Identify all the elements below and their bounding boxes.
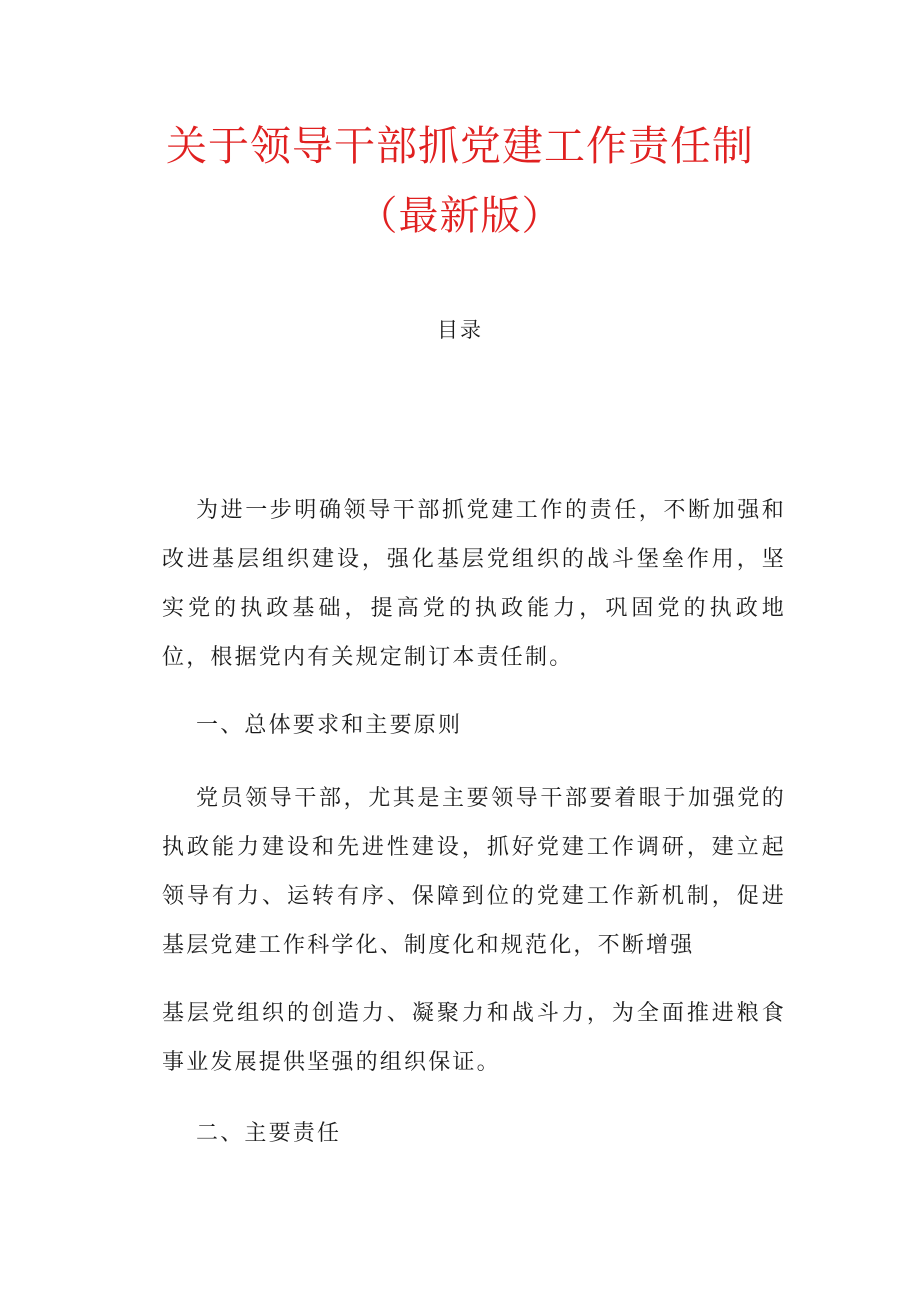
document-subtitle: （最新版） bbox=[357, 193, 563, 239]
toc-heading: 目录 bbox=[437, 318, 483, 342]
document-title: 关于领导干部抓党建工作责任制 bbox=[166, 122, 754, 170]
section-1-body-continued: 基层党组织的创造力、凝聚力和战斗力，为全面推进粮食事业发展提供坚强的组织保证。 bbox=[162, 1001, 786, 1075]
intro-paragraph: 为进一步明确领导干部抓党建工作的责任，不断加强和改进基层组织建设，强化基层党组织的战斗堡垒作用，坚实党的执政基础，提高党的执政能力，巩固党的执政地位，根据党内有关规定制订本责任制。 bbox=[162, 498, 786, 670]
section-1-heading: 一、总体要求和主要原则 bbox=[196, 713, 463, 738]
section-2-heading: 二、主要责任 bbox=[196, 1121, 342, 1146]
section-1-body: 党员领导干部，尤其是主要领导干部要着眼于加强党的执政能力建设和先进性建设，抓好党建工作调研，建立起领导有力、运转有序、保障到位的党建工作新机制，促进基层党建工作科学化、制度化和规范化，不断增强 bbox=[162, 786, 786, 958]
